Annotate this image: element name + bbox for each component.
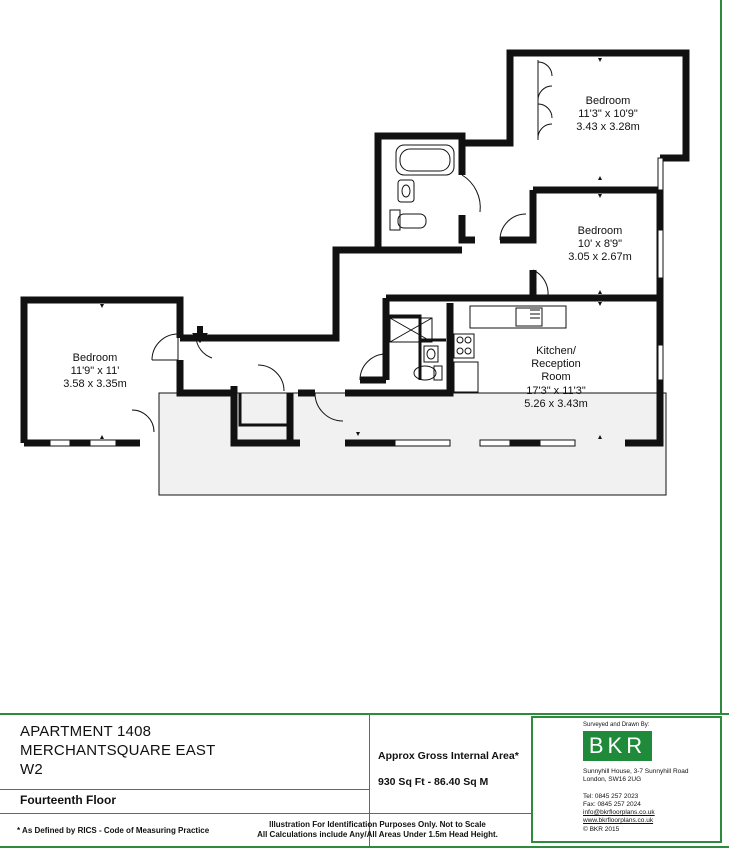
room-name: Bedroom — [577, 225, 623, 237]
room-kitchen-reception — [524, 345, 588, 410]
room-name-line3: Room — [541, 371, 571, 383]
address-line: W2 — [20, 761, 43, 778]
disclaimer — [240, 820, 515, 840]
room-metric: 3.05 x 2.67m — [568, 251, 632, 263]
wardrobe — [538, 60, 552, 140]
title-block-top-rule — [0, 713, 729, 715]
disclaimer-line: Illustration For Identification Purposes Only. Not to Scale — [269, 820, 486, 829]
bkr-logo: BKR — [583, 731, 652, 761]
title-block-rule — [0, 789, 370, 790]
room-imperial: 10' x 8'9" — [577, 238, 623, 250]
room-middle-bedroom — [568, 225, 632, 263]
address-line: APARTMENT 1408 — [20, 723, 152, 740]
surveyor-tel: Tel: 0845 257 2023 — [583, 793, 639, 800]
surveyor-address-line: London, SW16 2UG — [583, 776, 642, 783]
frame-right-rule — [720, 0, 722, 715]
rics-note: * As Defined by RICS - Code of Measuring Practice — [17, 826, 210, 835]
room-name-line2: Reception — [531, 358, 581, 370]
copyright: © BKR 2015 — [583, 826, 620, 833]
room-metric: 3.58 x 3.35m — [63, 378, 127, 390]
surveyor-address-line: Sunnyhill House, 3-7 Sunnyhill Road — [583, 768, 689, 775]
room-left-bedroom — [63, 352, 127, 390]
room-name: Bedroom — [72, 352, 118, 364]
area-title: Approx Gross Internal Area* — [378, 750, 519, 762]
title-block-bottom-rule — [0, 846, 729, 848]
room-imperial: 17'3" x 11'3" — [526, 385, 586, 397]
room-name-line1: Kitchen/ — [536, 345, 576, 357]
room-metric: 3.43 x 3.28m — [576, 121, 640, 133]
room-imperial: 11'9" x 11' — [70, 365, 120, 377]
property-address — [20, 722, 216, 779]
room-metric: 5.26 x 3.43m — [524, 398, 588, 410]
floor-label: Fourteenth Floor — [20, 793, 116, 807]
area-value: 930 Sq Ft - 86.40 Sq M — [378, 776, 489, 788]
surveyor-email-link[interactable]: info@bkrfloorplans.co.uk — [583, 809, 655, 816]
room-top-bedroom — [576, 95, 640, 133]
disclaimer-line: All Calculations include Any/All Areas Under 1.5m Head Height. — [257, 830, 498, 839]
room-name: Bedroom — [585, 95, 631, 107]
bathroom-fixtures — [390, 145, 454, 380]
surveyor-fax: Fax: 0845 257 2024 — [583, 801, 641, 808]
address-line: MERCHANTSQUARE EAST — [20, 742, 216, 759]
surveyor-website-link[interactable]: www.bkrfloorplans.co.uk — [583, 817, 654, 824]
room-imperial: 11'3" x 10'9" — [578, 108, 638, 120]
surveyed-by: Surveyed and Drawn By: — [583, 722, 650, 728]
title-block-rule — [0, 813, 531, 814]
